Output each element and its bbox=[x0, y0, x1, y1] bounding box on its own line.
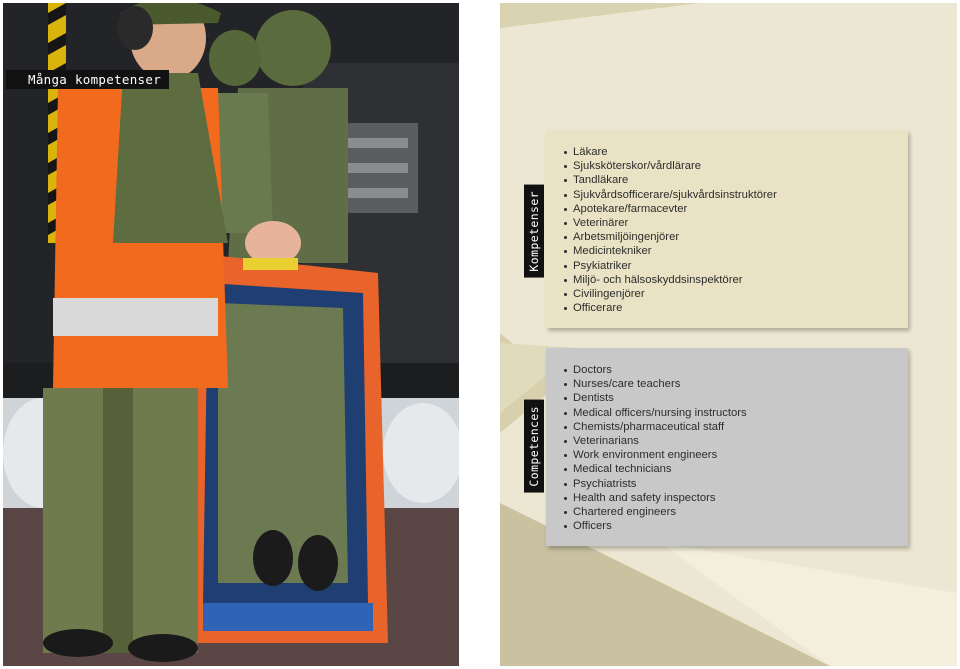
list-item: Sjukvårdsofficerare/sjukvårdsinstruktörer bbox=[564, 188, 777, 202]
list-item: Doctors bbox=[564, 363, 747, 377]
list-item: Dentists bbox=[564, 391, 747, 405]
list-item: Psychiatrists bbox=[564, 477, 747, 491]
list-item: Health and safety inspectors bbox=[564, 491, 747, 505]
list-item: Veterinärer bbox=[564, 216, 777, 230]
list-item: Civilingenjörer bbox=[564, 287, 777, 301]
list-item: Apotekare/farmacevter bbox=[564, 202, 777, 216]
photo-page bbox=[3, 3, 459, 666]
photo-caption: Många kompetenser bbox=[6, 70, 169, 89]
text-page bbox=[500, 3, 957, 666]
list-item: Sjuksköterskor/vårdlärare bbox=[564, 159, 777, 173]
list-item: Medical technicians bbox=[564, 462, 747, 476]
swedish-section-label: Kompetenser bbox=[524, 185, 544, 278]
list-item: Arbetsmiljöingenjörer bbox=[564, 230, 777, 244]
swedish-competences-box bbox=[546, 130, 908, 328]
list-item: Tandläkare bbox=[564, 173, 777, 187]
list-item: Work environment engineers bbox=[564, 448, 747, 462]
list-item: Veterinarians bbox=[564, 434, 747, 448]
english-section-label: Competences bbox=[524, 400, 544, 493]
list-item: Medical officers/nursing instructors bbox=[564, 406, 747, 420]
list-item: Psykiatriker bbox=[564, 259, 777, 273]
list-item: Chemists/pharmaceutical staff bbox=[564, 420, 747, 434]
english-competences-box bbox=[546, 348, 908, 546]
list-item: Officerare bbox=[564, 301, 777, 315]
list-item: Medicintekniker bbox=[564, 244, 777, 258]
list-item: Nurses/care teachers bbox=[564, 377, 747, 391]
list-item: Chartered engineers bbox=[564, 505, 747, 519]
page-background-shapes bbox=[500, 3, 957, 666]
list-item: Läkare bbox=[564, 145, 777, 159]
list-item: Officers bbox=[564, 519, 747, 533]
rescue-photo bbox=[3, 3, 459, 666]
list-item: Miljö- och hälsoskyddsinspektörer bbox=[564, 273, 777, 287]
swedish-competences-list bbox=[564, 145, 777, 315]
english-competences-list bbox=[564, 363, 747, 533]
